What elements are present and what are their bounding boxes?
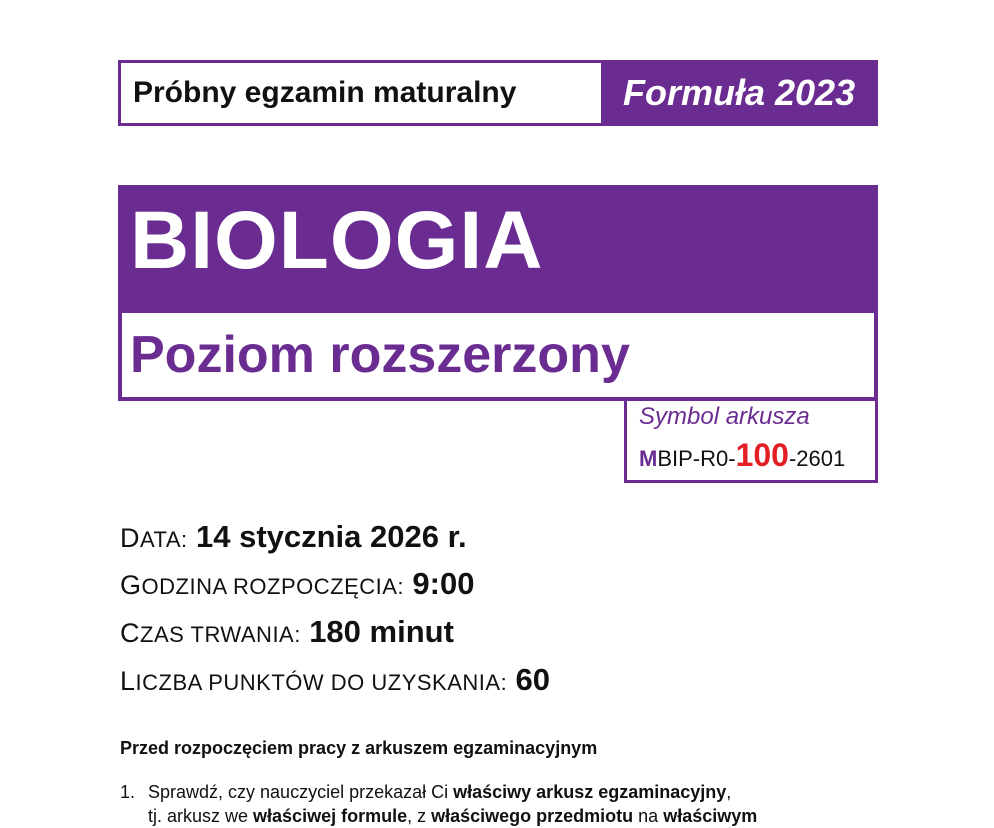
level-box	[122, 313, 874, 397]
info-duration	[120, 614, 454, 650]
instructions-title: Przed rozpoczęciem pracy z arkuszem egzaminacyjnym	[120, 738, 598, 758]
info-start-value: 9:00	[412, 566, 475, 601]
subject-title: BIOLOGIA	[130, 195, 544, 286]
info-start-label: GODZINA ROZPOCZĘCIA:	[120, 570, 405, 600]
info-duration-label: CZAS TRWANIA:	[120, 618, 301, 648]
symbol-box	[624, 397, 878, 483]
info-date-value: 14 stycznia 2026 r.	[195, 519, 467, 554]
exam-formula: Formuła 2023	[601, 63, 875, 123]
symbol-code-number: 100	[735, 437, 789, 473]
info-start	[120, 566, 474, 602]
instruction-number: 1.	[120, 782, 136, 802]
symbol-code-suffix: -2601	[788, 446, 846, 471]
symbol-code	[639, 437, 845, 474]
instruction-line-1: Sprawdź, czy nauczyciel przekazał Ci właściwy arkusz egzaminacyjny,	[148, 782, 732, 802]
info-date-label: DATA:	[120, 523, 188, 553]
instruction-item-1	[120, 780, 757, 828]
info-points	[120, 662, 550, 698]
instruction-line-2: tj. arkusz we właściwej formule, z właściwego przedmiotu na właściwym	[148, 806, 758, 826]
info-points-value: 60	[515, 662, 551, 697]
symbol-code-prefix: BIP-R0-	[657, 446, 736, 471]
level-title: Poziom rozszerzony	[130, 326, 630, 384]
exam-type: Próbny egzamin maturalny	[133, 76, 517, 109]
symbol-label: Symbol arkusza	[639, 403, 810, 430]
info-points-label: LICZBA PUNKTÓW DO UZYSKANIA:	[120, 666, 508, 696]
exam-header	[118, 60, 878, 126]
symbol-code-m: M	[639, 446, 658, 471]
info-duration-value: 180 minut	[309, 614, 454, 649]
info-date	[120, 519, 467, 555]
